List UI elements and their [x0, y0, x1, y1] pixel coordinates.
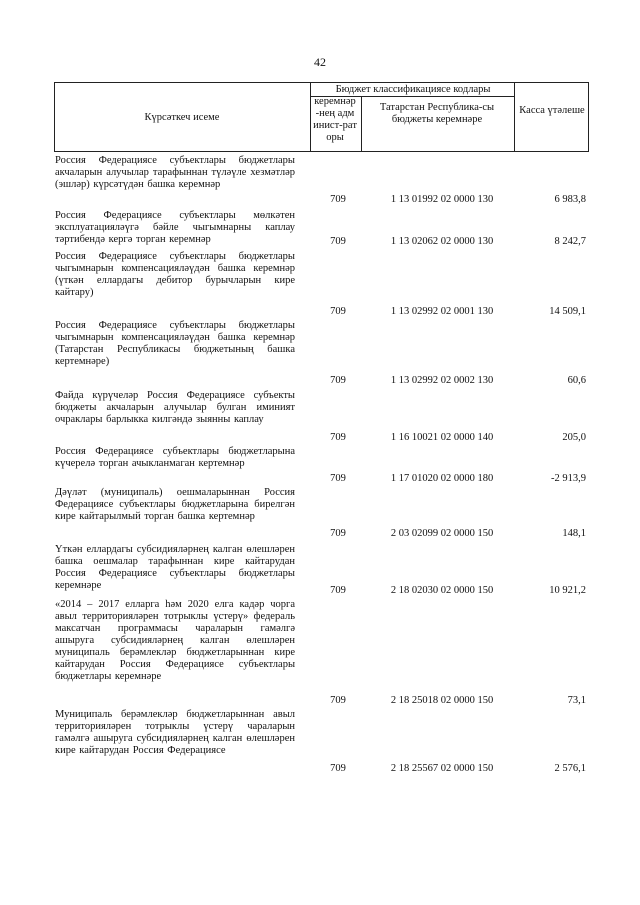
row-description: Файда күрүчеләр Россия Федерациясе субъекты бюджеты акчаларын алучылар булган иминият очраклары барлыкка килгәндә зыянны каплау [55, 390, 295, 425]
row-admin-code: 709 [330, 473, 346, 484]
row-budget-code: 1 13 01992 02 0000 130 [390, 194, 494, 205]
row-amount: 73,1 [567, 695, 586, 706]
header-top-border [54, 82, 588, 83]
row-amount: 60,6 [567, 375, 586, 386]
row-admin-code: 709 [330, 306, 346, 317]
header-budget-revenues: Татарстан Республика-сы бюджеты керемнәре [379, 102, 495, 125]
row-budget-code: 1 16 10021 02 0000 140 [390, 432, 494, 443]
header-administrators [310, 96, 360, 144]
row-description: Муниципаль берәмлекләр бюджетларыннан авыл территорияләрен тотрыклы үстерү чараларын гамәлгә ашыруга субсидияләрнең калган өлешләрен кире кайтарудан Россия Федерациясе [55, 709, 295, 756]
row-budget-code: 2 03 02099 02 0000 150 [390, 528, 494, 539]
row-admin-code: 709 [330, 194, 346, 205]
row-budget-code: 1 13 02992 02 0001 130 [390, 306, 494, 317]
row-description: Россия Федерациясе субъектлары мөлкәтен эксплуатацияләүгә бәйле чыгымнарны каплау тәртибендә кергә торган керемнәр [55, 210, 295, 245]
row-admin-code: 709 [330, 763, 346, 774]
header-bottom-border [54, 151, 588, 152]
row-amount: -2 913,9 [551, 473, 586, 484]
row-budget-code: 1 17 01020 02 0000 180 [390, 473, 494, 484]
row-admin-code: 709 [330, 375, 346, 386]
row-amount: 10 921,2 [549, 585, 586, 596]
row-amount: 8 242,7 [554, 236, 586, 247]
header-budget-classification: Бюджет классификациясе кодлары [335, 84, 491, 95]
header-right-border [588, 82, 589, 152]
row-description: «2014 – 2017 елларга һәм 2020 елга кадәр чорга авыл территорияләрен тотрыклы үстерү» федераль максатчан программасы чараларын гамәлгә ашыруга субсидияләрнең калган өлешләрен муниципаль берәмлекләр бюджетларыннан кире кайтарудан Россия Федерациясе субъектлары бюджетлары керемнәре [55, 599, 295, 682]
row-description: Россия Федерациясе субъектлары бюджетлары акчаларын алучылар тарафыннан түләүле хезмәтләр (эшләр) күрсәтүдән башка керемнәр [55, 155, 295, 190]
row-amount: 2 576,1 [554, 763, 586, 774]
row-admin-code: 709 [330, 236, 346, 247]
row-amount: 205,0 [562, 432, 586, 443]
row-budget-code: 2 18 02030 02 0000 150 [390, 585, 494, 596]
row-amount: 6 983,8 [554, 194, 586, 205]
header-cash-execution: Касса үтәлеше [519, 105, 585, 116]
row-amount: 14 509,1 [549, 306, 586, 317]
row-description: Үткән еллардагы субсидияләрнең калган өлешләрен башка оешмалар тарафыннан кире кайтарудан Россия Федерациясе субъектлары бюджетлары керемнәре [55, 544, 295, 591]
row-description: Россия Федерациясе субъектлары бюджетлары чыгымнарын компенсацияләүдән башка керемнәр (Татарстан Республикасы бюджетының башка кертемнәре) [55, 320, 295, 367]
row-description: Россия Федерациясе субъектлары бюджетлары чыгымнарын компенсацияләүдән башка керемнәр (үткән еллардагы дебитор бурычларын кире кайтару) [55, 251, 295, 298]
row-budget-code: 1 13 02062 02 0000 130 [390, 236, 494, 247]
row-budget-code: 1 13 02992 02 0002 130 [390, 375, 494, 386]
row-admin-code: 709 [330, 432, 346, 443]
row-description: Дәүләт (муниципаль) оешмаларыннан Россия Федерациясе субъектлары бюджетларына бирелгән кире кайтарылмый торган башка кертемнәр [55, 487, 295, 522]
page-number: 42 [314, 55, 326, 69]
row-admin-code: 709 [330, 585, 346, 596]
row-budget-code: 2 18 25018 02 0000 150 [390, 695, 494, 706]
row-admin-code: 709 [330, 528, 346, 539]
header-administrators-text: керемнәр-нең админист-раторы [313, 96, 357, 143]
row-admin-code: 709 [330, 695, 346, 706]
row-budget-code: 2 18 25567 02 0000 150 [390, 763, 494, 774]
row-amount: 148,1 [562, 528, 586, 539]
row-description: Россия Федерациясе субъектлары бюджетларына күчерелә торган ачыкланмаган кертемнәр [55, 446, 295, 469]
header-col-divider-3 [514, 82, 515, 152]
header-indicator-name: Күрсәткеч исеме [144, 112, 220, 123]
